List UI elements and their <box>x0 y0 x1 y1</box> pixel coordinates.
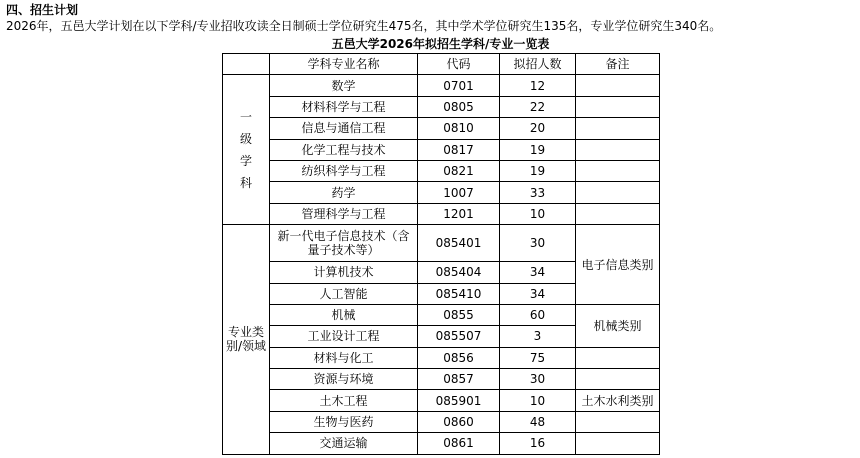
cell-quota: 3 <box>500 326 576 347</box>
cell-code: 085404 <box>418 262 500 283</box>
cell-code: 0701 <box>418 75 500 96</box>
cell-quota: 19 <box>500 139 576 160</box>
header-name: 学科专业名称 <box>270 54 418 75</box>
cell-name: 计算机技术 <box>270 262 418 283</box>
cell-code: 0857 <box>418 369 500 390</box>
cell-name: 新一代电子信息技术（含量子技术等） <box>270 225 418 262</box>
cell-code: 085401 <box>418 225 500 262</box>
cell-note <box>576 347 660 368</box>
cell-code: 085507 <box>418 326 500 347</box>
cell-name: 化学工程与技术 <box>270 139 418 160</box>
cell-note <box>576 139 660 160</box>
cell-quota: 19 <box>500 160 576 181</box>
cell-quota: 16 <box>500 433 576 454</box>
cell-name: 土木工程 <box>270 390 418 411</box>
cell-name: 人工智能 <box>270 283 418 304</box>
cell-quota: 34 <box>500 262 576 283</box>
cell-note <box>576 96 660 117</box>
group-first-level-discipline <box>223 75 270 225</box>
table-header-row <box>223 54 660 75</box>
table-row <box>223 96 660 117</box>
cell-quota: 34 <box>500 283 576 304</box>
cell-name: 数学 <box>270 75 418 96</box>
enrollment-table <box>222 53 660 455</box>
cell-quota: 12 <box>500 75 576 96</box>
cell-quota: 60 <box>500 304 576 325</box>
cell-quota: 30 <box>500 369 576 390</box>
cell-code: 0817 <box>418 139 500 160</box>
table-row <box>223 203 660 224</box>
header-note: 备注 <box>576 54 660 75</box>
group-label-char: 一 <box>239 109 252 124</box>
cell-name: 信息与通信工程 <box>270 118 418 139</box>
cell-code: 1201 <box>418 203 500 224</box>
cell-note <box>576 75 660 96</box>
table-row <box>223 118 660 139</box>
header-code: 代码 <box>418 54 500 75</box>
cell-name: 管理科学与工程 <box>270 203 418 224</box>
table-row <box>223 411 660 432</box>
note-civil-category: 土木水利类别 <box>576 390 660 411</box>
cell-note <box>576 369 660 390</box>
header-quota: 拟招人数 <box>500 54 576 75</box>
table-row <box>223 369 660 390</box>
cell-code: 0860 <box>418 411 500 432</box>
cell-note <box>576 411 660 432</box>
cell-quota: 20 <box>500 118 576 139</box>
cell-quota: 22 <box>500 96 576 117</box>
group-label-line: 别/领域 <box>225 339 267 354</box>
cell-name: 机械 <box>270 304 418 325</box>
group-label-char: 学 <box>239 153 252 168</box>
cell-code: 085410 <box>418 283 500 304</box>
cell-note <box>576 433 660 454</box>
table-title: 五邑大学2026年拟招生学科/专业一览表 <box>331 37 550 51</box>
group-label-char: 级 <box>239 131 252 146</box>
cell-code: 0805 <box>418 96 500 117</box>
cell-note <box>576 203 660 224</box>
table-row <box>223 433 660 454</box>
cell-name: 材料科学与工程 <box>270 96 418 117</box>
cell-name: 药学 <box>270 182 418 203</box>
note-electronic-category: 电子信息类别 <box>576 225 660 305</box>
cell-code: 085901 <box>418 390 500 411</box>
cell-name: 生物与医药 <box>270 411 418 432</box>
cell-note <box>576 182 660 203</box>
cell-quota: 30 <box>500 225 576 262</box>
cell-name: 交通运输 <box>270 433 418 454</box>
cell-quota: 75 <box>500 347 576 368</box>
table-row <box>223 347 660 368</box>
table-row <box>223 160 660 181</box>
cell-quota: 48 <box>500 411 576 432</box>
table-row <box>223 75 660 96</box>
cell-note <box>576 118 660 139</box>
cell-code: 0855 <box>418 304 500 325</box>
group-label-char: 科 <box>239 175 252 190</box>
group-professional-category <box>223 225 270 455</box>
section-heading: 四、招生计划 <box>6 3 79 17</box>
header-group <box>223 54 270 75</box>
intro-paragraph: 2026年，五邑大学计划在以下学科/专业招收攻读全日制硕士学位研究生475名，其中学术学位研究生135名，专业学位研究生340名。 <box>6 19 722 33</box>
cell-quota: 10 <box>500 390 576 411</box>
cell-name: 资源与环境 <box>270 369 418 390</box>
cell-name: 纺织科学与工程 <box>270 160 418 181</box>
cell-code: 0856 <box>418 347 500 368</box>
cell-name: 工业设计工程 <box>270 326 418 347</box>
cell-code: 0810 <box>418 118 500 139</box>
table-row <box>223 304 660 325</box>
note-mechanical-category: 机械类别 <box>576 304 660 347</box>
cell-note <box>576 160 660 181</box>
cell-quota: 33 <box>500 182 576 203</box>
cell-name: 材料与化工 <box>270 347 418 368</box>
cell-code: 0861 <box>418 433 500 454</box>
table-row <box>223 139 660 160</box>
table-row <box>223 390 660 411</box>
cell-code: 0821 <box>418 160 500 181</box>
table-row <box>223 225 660 262</box>
group-label-line: 专业类 <box>227 325 264 340</box>
table-row <box>223 182 660 203</box>
cell-code: 1007 <box>418 182 500 203</box>
cell-quota: 10 <box>500 203 576 224</box>
